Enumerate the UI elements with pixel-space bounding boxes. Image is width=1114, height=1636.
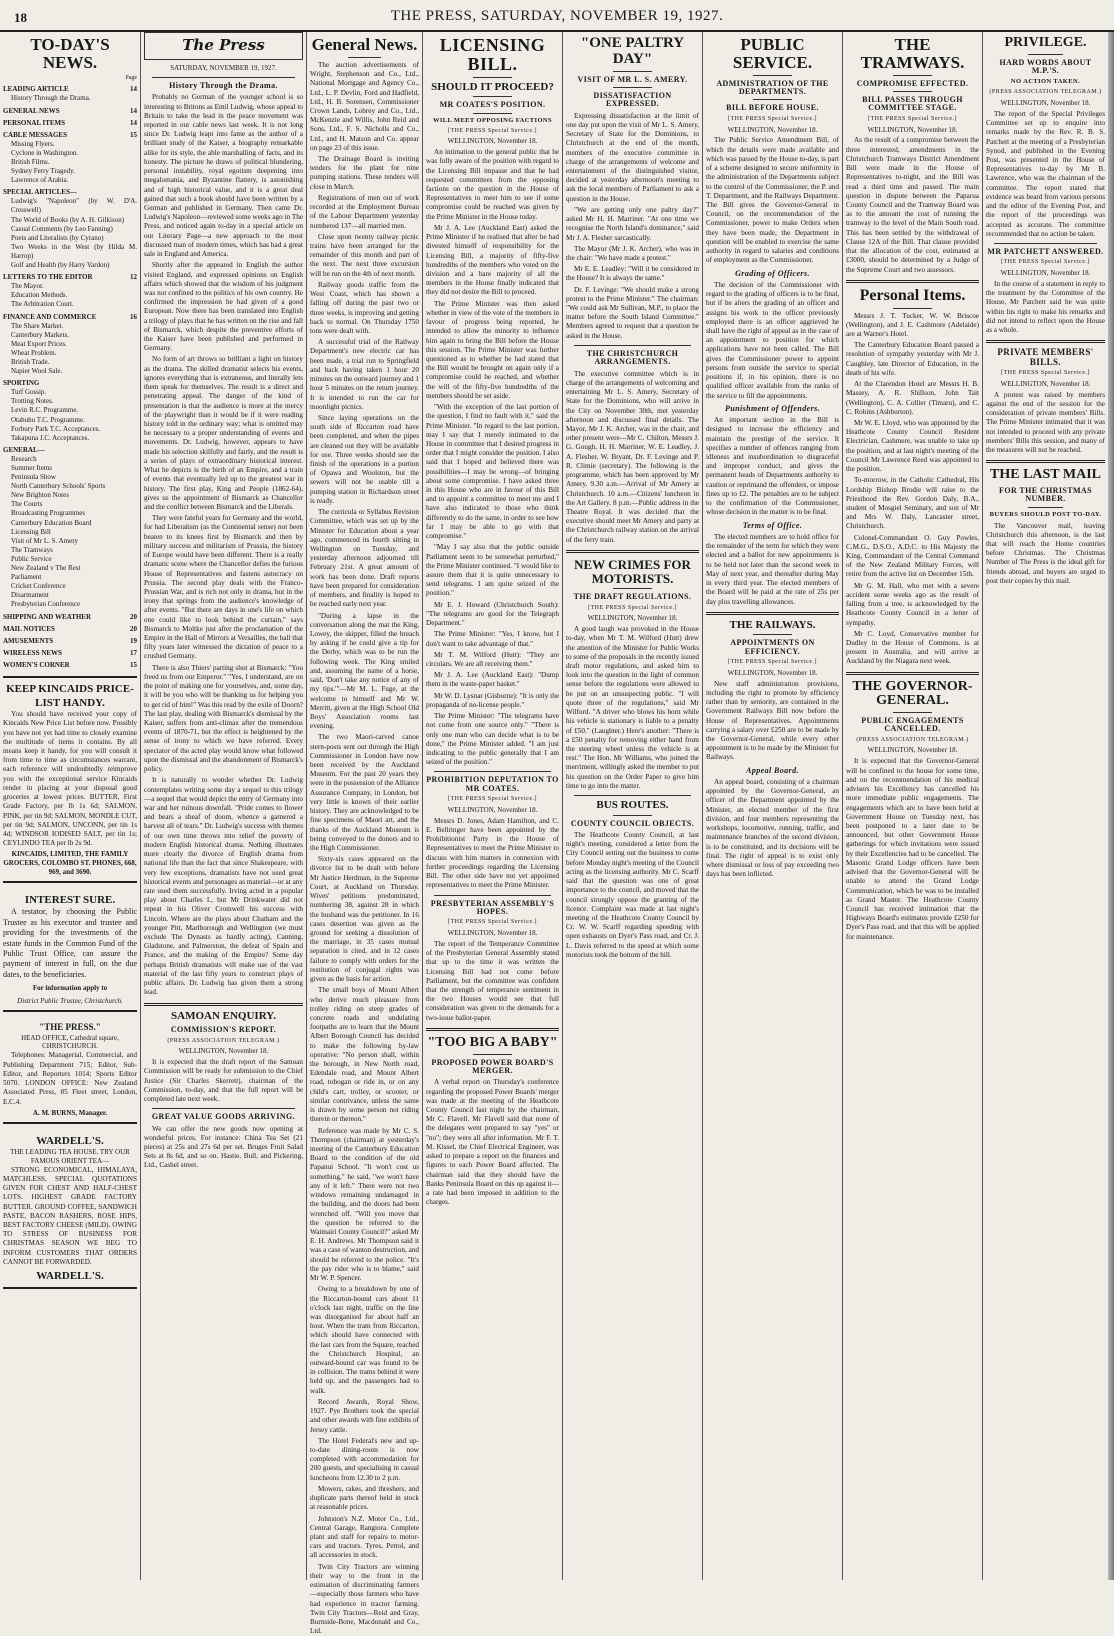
last-mail-heading: THE LAST MAIL (990, 467, 1101, 483)
paragraph: There is also Thiers' parting shot at Bismarck: "You freed us from our Emperor." "Yes, I understand, are on the point of making one for yourselves, and, some day, it will be you who will be thanking us for helping you to get rid of him!" Was this read by the exile of Doorn? The last play, dealing with Bismarck's dismissal by the Kaiser, suffers from anti-climax after the tremendous events of 1870-71, but the effect is heightened by the sense of irony to which we have referred. Every spectator of the acted play would know what followed upon the dismissal and the abandonment of Bismarck's policy. (144, 663, 303, 774)
masthead (0, 0, 1114, 32)
index-subentry: Peninsula Show (11, 473, 56, 482)
press-office-title: "THE PRESS." (39, 1022, 101, 1032)
samoa-sub: COMMISSION'S REPORT. (170, 1025, 277, 1035)
personal-items-body (846, 312, 979, 667)
licensing-sub3: WILL MEET OPPOSING FACTIONS (432, 116, 553, 124)
index-subentry: North Canterbury Schools' Sports (11, 482, 106, 491)
new-crimes-heading: NEW CRIMES FOR MOTORISTS. (574, 556, 691, 586)
index-subentry: The Arbitration Court. (11, 300, 74, 309)
paragraph: Mr W. D. Lysnar (Gisborne): "It is only the propaganda of no-license people." (426, 691, 559, 709)
index-subentry: British Films. (11, 158, 50, 167)
index-entry (3, 379, 137, 388)
index-subentry: Disarmament (11, 591, 49, 600)
press-office-advert (3, 1018, 137, 1124)
index-subentry: Ludwig's "Napoleon" (by W. D'A. Cresswell) (11, 197, 137, 215)
too-big-baby-sub: PROPOSED POWER BOARD'S MERGER. (431, 1057, 554, 1075)
index-entry (3, 188, 137, 197)
licensing-tag: [THE PRESS Special Service.] (448, 127, 537, 134)
column-leader (140, 32, 306, 1580)
governor-general-tag: (PRESS ASSOCIATION TELEGRAM.) (856, 736, 969, 743)
railways-heading: THE RAILWAYS. (729, 618, 816, 631)
index-subentry: Canterbury Markets. (11, 330, 69, 339)
index-page: 14 (130, 85, 137, 94)
public-trust-apply: For information apply to (32, 984, 108, 993)
new-crimes-tag: [THE PRESS Special Service.] (588, 604, 677, 611)
public-trust-title: INTEREST SURE. (24, 894, 116, 907)
paragraph: Expressing dissatisfaction at the limit of one day put upon the visit of Mr L. S. Amery, Secretary of State for the Dominions, to Christchurch at the end of the month, members of the executive committee in charge of the arrangements of welcome and entertainment of the distinguished visitor, decided at yesterday afternoon's meeting to ask the local members of Parliament to ask a question in the House. (566, 111, 699, 203)
paragraph: "May I say also that the public outside Parliament seem to be somewhat perturbed," the Prime Minister continued. "I would like to assure them that it is quite unnecessary to send telegrams. I am quite seized of the position." (426, 543, 559, 598)
paragraph: "During a lapse in the conversation along the mat the King, Lowey, the skipper, filled the breach by asking if he could give a tip for the Derby, which was to be run the following week. The King smiled and, assuming the name of a horse, said, 'Don't take any notice of any of my tips.'"—Mr M. L. Fuge, at the welcome to himself and Mr W. Merritt, given at the High School Old Boys' Association rooms last evening. (310, 611, 419, 731)
patchett-tag: [THE PRESS Special Service.] (1001, 259, 1090, 266)
prohibition-body: Messrs D. Jones, Adam Hamilton, and C. E. Bellringer have been appointed by the Prohibitionist Party in the House of Representatives to meet the Prime Minister to discuss with him matters in connexion with further proceedings regarding the Licensing Bill. The other side have not yet appointed representatives to meet the Prime Minister. (426, 816, 559, 890)
prohibition-tag: [THE PRESS Special Service.] (448, 796, 537, 803)
paragraph: Sixty-six cases appeared on the divorce list to be dealt with before Mr Justice Herdman, in the Supreme Court, at Auckland on Thursday. Wives' petitions predominated, numbering 38, against 28 in which the husband was the petitioner. In 16 cases desertion was given as the ground for seeking a dissolution of the marriage, in 35 cases mutual separation is cited, and in 12 cases failure to comply with orders for the restitution of conjugal rights was given as the basis for action. (310, 855, 419, 984)
index-page: 15 (130, 130, 137, 139)
governor-general-dateline: WELLINGTON, November 18. (867, 746, 958, 755)
public-service-sub2: BILL BEFORE HOUSE. (726, 103, 819, 113)
railways-dateline: WELLINGTON, November 18. (727, 668, 818, 677)
paragraph: Mr C. Loyd, Conservative member for Dudley in the House of Commons, is at present in Australia, and will arrive at Auckland by the Niagara next week. (846, 629, 979, 666)
paragraph: Mowers, rakes, and threshers, and duplicate parts thereof held in stock at reasonable prices. (310, 1484, 419, 1512)
index-subentry: New Brighton Notes (11, 491, 69, 500)
index-subentry: Forbury Park T.C. Acceptances. (11, 424, 101, 433)
paragraph: The Prime Minister: "The telegrams have not come from one source only." "There is only one man who can decide what is to be done," the Prime Minister added. "I am just indicating to the public generally that I am seized of the position." (426, 712, 559, 767)
index-subentry: The Tramways (11, 545, 53, 554)
railways-body: New staff administration provisions, including the right to promote by efficiency rather than by seniority, are contained in the Government Railways Bill now before the House of Representatives. Appointments carrying a salary over £250 are to be made by the Governor-General, while every other appointment is to be made by the Minister for Railways. (706, 679, 839, 762)
licensing-body (426, 148, 559, 767)
paragraph: Johnston's N.Z. Motor Co., Ltd., Central Garage, Rangiora. Complete plant and staff for repairs to motor-cars and tractors. Tyres, Petrol, and all accessories in stock. (310, 1514, 419, 1560)
index-subentry: British Trade. (11, 357, 50, 366)
press-office-body: Telephones: Managerial, Commercial, and Publishing Department 715; Editor, Sub-Editor, and Reporters 1014; Sports Editor 5070. LONDON OFFICE: New Zealand Associated Press, 85 Fleet street, London, E.C.4. (3, 1051, 137, 1106)
index-subentry: The Mayor. (11, 282, 44, 291)
patchett-heading: MR PATCHETT ANSWERED. (987, 246, 1104, 256)
bus-routes-body: The Heathcote County Council, at last night's meeting, considered a letter from the City Council setting out the business to come before Monday night's meeting of the Council acting as the licensing authority. Mr C. Scarff said that the question was one of great importance to the council, and moved that the council strongly oppose the granting of the licence. Complaint was made at last night's meeting of the Heathcote County Council by Cr. W. W. Scarff regarding speeding with open exhausts on Dyer's Pass road, and Cr. J. L. Davis referred to the speed at which some motorists took the bottom of the hill. (566, 831, 699, 959)
index-subentry: Wheat Problem. (11, 348, 57, 357)
press-office-sub: HEAD OFFICE, Cathedral square, CHRISTCHURCH. (21, 1033, 119, 1051)
kincaids-title: KEEP KINCAIDS PRICE-LIST HANDY. (6, 682, 134, 710)
index-subentry: Summer Items (11, 464, 53, 473)
last-mail-sub: FOR THE CHRISTMAS NUMBER. (999, 486, 1092, 504)
index-label: SPECIAL ARTICLES— (3, 188, 77, 197)
prohibition-heading: PROHIBITION DEPUTATION TO MR COATES. (426, 775, 559, 793)
private-bills-body: A protest was raised by members against the end of the session for the consideration of private members' Bills. The Prime Minister intimated that it was not intended to proceed with any private members' Bills this session, and many of the measures will not be reached. (986, 390, 1105, 455)
punishment-heading: Punishment of Offenders. (724, 403, 821, 413)
licensing-dateline: WELLINGTON, November 18. (447, 137, 538, 146)
index-entry (3, 119, 137, 128)
paragraph: The auction advertisements of Wright, Stephenson and Co., Ltd., National Mortgage and Agency Co., Ltd., L. P. Devlin, Ford and Hadfield, Ltd., H. B. Sorensen, Commissioner Crown Lands, Lobrey and Co., Ltd., McKenzie and Willis, John Reid and Sons, Ltd., F. S. Nicholls and Co., Ltd., and H. Matson and Co. appear on page 23 of this issue. (310, 60, 419, 152)
index-subentry: Casual Comments (by Leo Fanning) (11, 224, 113, 233)
grading-heading: Grading of Officers. (735, 268, 810, 278)
kincaids-advert (3, 676, 137, 883)
public-trust-sign: District Public Trustee, Christchurch. (17, 997, 123, 1006)
index-page: 12 (130, 273, 137, 282)
paragraph: Shortly after the appeared in English the author visited England, and expressed opinions on English affairs which showed that the wisdom of his judgment was not confined to the politics of his own country. He confirmed the impression he had given of a good European. Now there has been translated into English a trilogy of plays that he has written on the rise and fall of Bismarck, which despite the preventive efforts of the Kaiser have been published and performed in Germany. (144, 261, 303, 353)
paragraph: "With the exception of the last portion of the question, I find no fault with it," said the Prime Minister. "In regard to the last portion, may I say that I merely intimated to the House in committee that I desired progress in order that I might consider the position. I also said that I hoped and believed there was possibilities—I may be wrong—of bringing about some compromise. I have asked three in this House who are in favour of this Bill and to appoint a committee to meet me and I have also indicated to those who think differently to do the same, in order to see how far I may be able to go with that compromise." (426, 403, 559, 541)
tramways-dateline: WELLINGTON, November 18. (867, 125, 958, 134)
index-subentry: History Through the Drama. (11, 94, 91, 103)
index-subentry: Two Weeks in the West (by Hilda M. Harrop) (11, 242, 137, 260)
index-subentry: The Share Market. (11, 321, 64, 330)
tramways-sub1: COMPROMISE EFFECTED. (856, 78, 969, 88)
paragraph: At the Clarendon Hotel are Messrs H. B. Massey, A. R. Shillson, John Tait (Wellington), C. A. Collier (Timaru), and C. C. Robins (Ashburton). (846, 380, 979, 416)
index-page: 19 (130, 636, 137, 645)
paragraph: A successful trial of the Railway Department's new electric car has been made, a trial run to Springfield and back having taken 1 hour 20 minutes on the outward journey and 1 hour 5 minutes on the return journey. It is intended to run the car for moonlight picnics. (310, 338, 419, 411)
presbyterian-body: The report of the Temperance Committee of the Presbyterian General Assembly stated that up to the time it was written the Licensing Bill had not come before Parliament, but the committee was confident that the strength of temperance sentiment in the two Houses would see that full consideration was given to the demands for a two-issue ballot-paper. (426, 939, 559, 1022)
tramways-body: As the result of a compromise between the three interested, amendments in the Christchurch Tramways District Amendment Bill were made in the House of Representatives to-night, and the Bill was read a third time and passed. The main question in dispute between the Paparua County Council and the Tramway Board was as to the amount the cost of running the tramway to the level of the Main South road. This has been settled by the withdrawal of Clause 12A of the Bill. That clause provided that the allocation of the cost, estimated at £3000, should be determined by a Judge of the Supreme Court and two assessors. (846, 136, 979, 274)
index-label: CABLE MESSAGES (3, 130, 67, 139)
index-page: 14 (130, 118, 137, 127)
privilege-tag: (PRESS ASSOCIATION TELEGRAM.) (989, 89, 1102, 96)
chch-arrangements-body: The executive committee which is in charge of the arrangements of welcoming and entertaining Mr L. S. Amery, Secretary of State for the Dominions, who will arrive in the City on November 30th, met yesterday afternoon and discussed final details. The Mayor, Mr J. K. Archer, was in the chair, and other present were—Mr C. Chilton, Messrs J. G. Gough, H. H. Marriner, W. E. Leadley, J. A. Flesher, W. Bryant, Dr. F. Levinge and P. R. Climie (secretary). The following is the programme, which has been approved by Mr Amery. 9.30 a.m.—Arrival of Mr Amery at Christchurch. 10 a.m.—Citizens' luncheon in the Art Gallery. 8 p.m.—Public address in the Theatre Royal. It was decided that the executive should meet Mr Amery and party at the Christchurch railway station on the arrival of the ferry train. (566, 369, 699, 544)
amery-body (566, 112, 699, 341)
paragraph: They were fateful years for Germany and the world, for had Liberalism (as the Continental sense) not been beaten to its knees first by Bismarck and then by military success and militarism of Prussia, the history of Europe would have been different. There is a really dramatic scene where the Chancellor defies the furious House of Representatives and fastens autocracy on Prussia. The second play deals with the Franco-Prussian War, and is rich not only in drama, but in the irony that springs from the audience's knowledge of after events. "But there are days in one's life on which one could like to look behind the curtain," says Bismarck to Moltke just after the proclamation of the Empire in the Hall of Mirrors at Versailles, the ball that fifty years later witnessed the dictation of peace to a crushed Germany. (144, 514, 303, 661)
amery-sub2: DISSATISFACTION EXPRESSED. (593, 90, 672, 109)
paragraph: Mr W. E. Lloyd, who was appointed by the Heathcote County Council Resident Electrician, Cashmere, was unable to take up the position, and at last night's meeting of the Council Mr Lawrence Reed was appointed to the position. (846, 418, 979, 474)
paragraph: Since laying operations on the south side of Riccarton road have been completed, and when the pipes are cleaned out they will be available for use. Three weeks should see the finish of the operations in a portion of Opawa and Woolston, but the sewers will not be usable till a pumping station in Richardson street is ready. (310, 413, 419, 505)
amery-sub1: VISIT OF MR L. S. AMERY. (577, 74, 688, 84)
index-entry (3, 625, 137, 634)
paragraph: The small boys of Mount Albert who derive much pleasure from trolley riding on steep grades of concrete roads and undulating footpaths are to learn that the Mount Albert Borough Council has decided to make the following by-law operative: "No person shall, within the borough, in New North road, Edendale road, and Mount Albert road, tobogan or ride in, or on any child's cart, trolley, or scooter, or similar contrivance, unless the same is drawn by some person not riding therein or thereon." (310, 986, 419, 1124)
column-public-service (702, 32, 842, 1580)
public-service-tag: [THE PRESS Special Service.] (728, 115, 817, 122)
paragraph: The Hotel Federal's new and up-to-date dining-room is now completed with accommodation for 200 guests, and specialising in casual luncheons from 12.30 to 2 p.m. (310, 1436, 419, 1482)
kincaids-footer: KINCAIDS, LIMITED, THE FAMILY GROCERS, COLOMBO ST. PHONES, 668, 969, and 3690. (3, 850, 137, 877)
paragraph: It is naturally to wonder whether Dr. Ludwig contemplates writing some day a sequel to this trilogy—a sequel that would depict the entry of Germany into war and her ruinous downfall. "Pride comes to flower and bears a sheaf of doom, whence a garnered a harvest all of tears." Dr. Ludwig's success with themes of our own time throws into relief the poverty of modern English historical drama. Nothing illustrates more clearly the divorce of English drama from national life than the fact that since Shakespeare, with very few exceptions, dramatists have not used great historical events and personages as material—or at any rate used them successfully. Irving acted in a popular play about Charles I., but Mr Drinkwater did not repeat in his Oliver Cromwell his success with Lincoln. Where are the plays about Chatham and the younger Pitt, Marlborough and Wellington (we must exclude The Dynasts as hardly acting), Canning, Gladstone, and Palmerston, the defeat of Spain and France, and the making of the Empire? Some day perhaps British dramatists will make use of the vast material of the last fifty years to construct plays of public affairs. Dr. Ludwig has given them a strong lead. (144, 776, 303, 997)
paragraph: Mr E. E. Leadley: "Will it be considered in the House? It is always the same." (566, 265, 699, 283)
railways-tag: [THE PRESS Special Service.] (728, 659, 817, 666)
index-subentry: Otahuhu T.C. Programme. (11, 415, 85, 424)
paragraph: Close upon twenty railway picnic trains have been arranged for the remainder of this month and part of the next. The next three excursion will be run on the 4th of next month. (310, 232, 419, 278)
page-label: Page (125, 74, 137, 81)
public-trust-advert (3, 889, 137, 1012)
samoa-body: It is expected that the draft report of the Samoan Commission will be ready for submission to the Chief Justice (Sir Charles Skerrett), chairman of the Commission, to-day, and that the full report will be completed late next week. (144, 1058, 303, 1103)
index-subentry: Canterbury Education Board (11, 518, 92, 527)
index-subentry: Lawrence of Arabia. (11, 176, 69, 185)
index-label: GENERAL NEWS (3, 106, 60, 115)
wardells-advert (3, 1130, 137, 1289)
tramways-heading: THE TRAMWAYS. (860, 35, 965, 72)
general-news-heading: General News. (311, 35, 418, 54)
index-subentry: Trotting Notes. (11, 397, 54, 406)
index-page: 15 (130, 660, 137, 669)
private-bills-dateline: WELLINGTON, November 18. (1000, 379, 1091, 388)
new-crimes-body: A good laugh was provoked in the House to-day, when Mr T. M. Wilford (Hutt) drew the attention of the Minister for Public Works to some of the proposals in the recently issued draft motor regulations, and asked him to look into the question in the light of common sense before the regulations were allowed to be put on an unsuspecting public. "I will quote three of the regulations," said Mr Wilford. "A driver who blows his horn while his vehicle is stationary is liable to a penalty of £50." (Laughter.) Here's another: "There is a £50 penalty for removing either hand from the steering wheel unless the vehicle is at rest." The Hon. Mr Williams, who joined the merriment, willingly asked the member to put his question on the Order Paper to give him time to go into the matter. (566, 625, 699, 790)
licensing-sub2: MR COATES'S POSITION. (439, 100, 546, 110)
column-amery (562, 32, 702, 1580)
index-label: AMUSEMENTS (3, 636, 54, 645)
press-logo (144, 32, 303, 60)
index-subentry: Cyclone in Washington. (11, 148, 79, 157)
wardells-body: STRONG ECONOMICAL, HIMALAYA, MATCHLESS, SPECIAL QUOTATIONS GIVEN FOR CHEST AND HALF-CHEST LOTS. HIGHEST GRADE FACTORY BUTTER. GROUND COFFEE, SANDWICH PASTE, BACON RASHERS, ROSE HIPS, BEST FACTORY CHEESE (MILD). OWING TO STRESS OF BUSINESS FOR CHRISTMAS SEASON WE BEG TO INFORM CUSTOMERS THAT ORDERS CANNOT BE FORWARDED. (3, 1165, 137, 1266)
punishment-body: An important section in the Bill is designed to increase the efficiency and maintain the prestige of the service. It specifies a number of offences ranging from idleness and insubordination to disgraceful and improper conduct, and gives the permanent heads of Departments authority to caution or reprimand the offenders, or impose fines up to £2. The penalties are to be subject to the confirmation of the Commissioner, whose decision in the matter is to be final. (706, 416, 839, 517)
private-bills-heading: PRIVATE MEMBERS' BILLS. (997, 347, 1094, 367)
page-edge-shadow (1108, 32, 1114, 1580)
column-index (0, 32, 140, 1580)
paragraph: Twin City Tractors are winning their way to the front in the estimation of discriminating farmers—especially those farmers who have had experience in tractor farming. Twin City Tractors—Reid and Gray, Burnside-Bone, Macdonald and Co., Ltd. (310, 1562, 419, 1636)
paragraph: Dr. F. Levinge: "We should make a strong protest to the Prime Minister." The chairman: "We could ask Mr Sullivan, M.P., to place the matter before the South Island Committee." Members agreed to request that a question be asked in the House. (566, 285, 699, 340)
leader-body (144, 93, 303, 997)
index-subentry: Turf Gossip. (11, 388, 47, 397)
index-label: MAIL NOTICES (3, 624, 55, 633)
personal-items-heading: Personal Items. (859, 286, 966, 304)
index-label: FINANCE AND COMMERCE (3, 312, 97, 321)
index-subentry: Takapuna J.C. Acceptances. (11, 433, 90, 442)
index-label: WOMEN'S CORNER (3, 660, 70, 669)
index-page: 20 (130, 624, 137, 633)
paragraph: The Prime Minister was then asked whether in view of the vote of the members in favour of progress being reported, he intended to allow the minority to influence him again to bring the Bill before the House this session. The Prime Minister was further questioned as to whether he had stated that the Bill would be brought on again only if a compromise could be reached, and whether the will of the fifty-five hundredths of the members should be set aside. (426, 299, 559, 400)
tramways-sub2: BILL PASSES THROUGH COMMITTEE STAGE. (862, 95, 963, 113)
index-subentry: Poets and Literalists (by Cyrano) (11, 233, 104, 242)
public-service-body: The Public Service Amendment Bill, of which the details were made available and which was passed by the House to-day, is part of a scheme designed to secure uniformity in the administration of the Departments subject to the control of the Commissioner, the P. and T. Department, and the Railways Department. The Bill gives the Governor-General in Council, on the recommendation of the Commissioner, power to make Orders when they have been made, the Department in question will be enabled to exercise the same authority in regard to salaries and conditions of employment as the Commissioner. (706, 136, 839, 265)
index-label: WIRELESS NEWS (3, 648, 62, 657)
public-service-dateline: WELLINGTON, November 18. (727, 125, 818, 134)
index-entry (3, 313, 137, 322)
press-logo-text: The Press (182, 36, 265, 55)
index-subentry: Broadcasting Programmes (11, 509, 86, 518)
index-subentry: Cricket Conference (11, 582, 66, 591)
index-page: 20 (130, 612, 137, 621)
patchett-body: In the course of a statement in reply to the treatment by the Committee of the House, Mr Patchett said he was quite within his right to make his remarks and did not intend to reflect upon the House as a whole. (986, 279, 1105, 335)
index-subentry: Presbyterian Conference (11, 600, 80, 609)
wardells-sub: THE LEADING TEA HOUSE. TRY OUR FAMOUS ORIENT TEA— (10, 1147, 130, 1165)
paragraph: The Canterbury Education Board passed a resolution of sympathy yesterday with Mr J. Caughley, late Director of Education, in the death of his wife. (846, 341, 979, 377)
index-entry (3, 613, 137, 622)
index-label: LETTERS TO THE EDITOR (3, 273, 93, 282)
paragraph: Reference was made by Mr C. S. Thompson (chairman) at yesterday's meeting of the Canterbury Education Board to the condition of the old Papanui School. "It won't cost us something," he said, "we won't have any of it left." There were not two windows remaining undamaged in the building, and the doors had been wrenched off. "Will you move that the question be referred to the Waimairi County Council?" asked Mr E. H. Andrews. Mr Thompson said it was a case of wanton destruction, and should be referred to the police. "It's the pay rider who is to blame," said Mr W. P. Spencer. (310, 1126, 419, 1283)
index-label: LEADING ARTICLE (3, 85, 69, 94)
paragraph: The Mayor (Mr J. K. Archer), who was in the chair: "We have made a protest." (566, 244, 699, 262)
new-crimes-sub: THE DRAFT REGULATIONS. (573, 592, 692, 602)
index-label: GENERAL— (3, 445, 45, 454)
index-subentry: Licensing Bill (11, 527, 51, 536)
index-subentry: Sydney Ferry Tragedy. (11, 167, 75, 176)
index-subentry: Education Methods. (11, 291, 68, 300)
tramways-tag: [THE PRESS Special Service.] (868, 115, 957, 122)
index-label: PERSONAL ITEMS (3, 118, 66, 127)
governor-general-sub: PUBLIC ENGAGEMENTS CANCELLED. (861, 716, 964, 734)
too-big-baby-body: A verbal report on Thursday's conference regarding the proposed Power Boards' merger was made at the meeting of the Heathcote County Council last night by the chairman, Mr C. Flavell. Mr Flavell said that none of the delegates went prepared to say "yes" or "no"; they were all after information. Mr F. T. M. Kissel, the Chief Electrical Engineer, was asked to prepare a report on the finances and figures to each Power Board affected. The chairman said that they should have the Banks Peninsula Board on this up against it—a rate had been imposed in addition to the charges. (426, 1078, 559, 1207)
samoa-heading: SAMOAN ENQUIRY. (171, 1009, 276, 1022)
last-mail-body: The Vancouver mail, leaving Christchurch this afternoon, is the last that will reach the Home countries before Christmas. The Christmas Number of The Press is the ideal gift for friends abroad, and buyers are urged to post their copies by this mail. (986, 521, 1105, 585)
todays-news-heading: TO-DAY'S NEWS. (30, 35, 110, 72)
paragraph: To-morrow, in the Catholic Cathedral, His Lordship Bishop Brodie will raise to the Priesthood the Rev. Gordon Daly, B.A., student of Mosgiel Seminary, and son of Mr and Mrs W. Daly, Lancaster street, Christchurch. (846, 476, 979, 531)
terms-body: The elected members are to hold office for the remainder of the term for which they were elected and a ballot for new appointments is to be held not later than the second week in May of next year, and thereafter during May in every third year. The elected members of the Board will be paid at the rate of 25s per day plus travelling allowances. (706, 532, 839, 606)
privilege-sub1: HARD WORDS ABOUT M.P.'S. (999, 57, 1092, 76)
index-subentry: The World of Books (by A. H. Gilkison) (11, 215, 125, 224)
index-page: 14 (130, 106, 137, 115)
prohibition-dateline: WELLINGTON, November 18. (447, 805, 538, 814)
news-index (3, 85, 137, 670)
privilege-sub2: NO ACTION TAKEN. (1010, 78, 1081, 86)
paragraph: Mr J. A. Lee (Auckland East) asked the Prime Minister if he realised that after he had divested himself of responsibility for the Licensing Bill, a majority of fifty-five hundredths of the members who voted on the division and a bare majority of all the members in the House finally indicated that they did not desire the Bill to proceed. (426, 223, 559, 297)
paragraph: Owing to a breakdown by one of the Riccarton-bound cars about 11 o'clock last night, traffic on the line was disorganised for about half an hour. When the tram from Riccarton, which should have connected with the last cars from the Square, reached the Christchurch Hospital, an outward-bound car was found to be in collision. The trams behind it were held up, and the passengers had to walk. (310, 1285, 419, 1395)
public-service-heading: PUBLIC SERVICE. (732, 35, 813, 72)
appeal-board-body: An appeal board, consisting of a chairman appointed by the Governor-General, an officer of the Department appointed by the Minister, an elected member of the first division, and four members representing the workshops, locomotive, running, traffic, and maintenance branches of the second division, is to be constituted, and its decisions will be final. The right of appeal is to exist only where dismissal or loss of pay exceeding two days has been inflicted. (706, 778, 839, 879)
index-label: SPORTING (3, 379, 40, 388)
governor-general-body: It is expected that the Governor-General will be confined to the house for some time, and on the recommendation of his medical advisers his Excellency has cancelled his more immediate public engagements. The engagements which are to have been held at Government House on Tuesday next, has been postponed to a later date to be announced, but other Government House gatherings for which invitations were issued by their Excellencies had to be cancelled. The Masonic Grand Lodge officers have been advised that the Governor-General will be unable to attend the Grand Lodge Communication, which he was to be installed as Grand Master. The Heathcote County Council has received intimation that the Highways Board's estimates provide £250 for Dyer's Pass road, and that this will be applied for maintenance. (846, 757, 979, 941)
paragraph: Record Awards, Royal Show, 1927. Pye Brothers took the special and other awards with fine exhibits of Jersey cattle. (310, 1397, 419, 1434)
public-trust-body: A testator, by choosing the Public Trustee as his executor and trustee and providing for the investments of the estate funds in the Common Fund of the Public Trust Office, can assure the payment of interest in full, on the due dates, to the beneficiaries. (3, 907, 137, 979)
index-entry (3, 273, 137, 282)
paragraph: Colonel-Commandant O. Guy Powles, C.M.G., D.S.O., A.D.C. to His Majesty the King, Commandant of the Central Command of the New Zealand Military Forces, will retire from the active list on December 15th. (846, 533, 979, 579)
samoa-dateline: WELLINGTON, November 18. (178, 1047, 269, 1056)
private-bills-tag: [THE PRESS Special Service.] (1001, 370, 1090, 377)
presbyterian-tag: [THE PRESS Special Service.] (448, 919, 537, 926)
paragraph: The Drainage Board is inviting tenders for the plant for nine pumping stations. These tenders will close in March. (310, 155, 419, 191)
paragraph: Registrations of men out of work recorded at the Employment Bureau of the Labour Department yesterday numbered 137—all married men. (310, 193, 419, 230)
privilege-heading: PRIVILEGE. (1004, 35, 1087, 50)
index-subentry: The Courts (11, 500, 43, 509)
leader-heading: History Through the Drama. (169, 80, 278, 90)
index-subentry: Meat Export Prices. (11, 339, 67, 348)
index-subentry: Public Service (11, 554, 52, 563)
licensing-heading: LICENSING BILL. (439, 35, 546, 74)
presbyterian-dateline: WELLINGTON, November 18. (447, 928, 538, 937)
presbyterian-heading: PRESBYTERIAN ASSEMBLY'S HOPES. (430, 898, 555, 916)
index-entry (3, 131, 137, 140)
index-subentry: Golf and Health (by Harry Vardon) (11, 261, 110, 270)
index-page: 16 (130, 312, 137, 321)
samoa-tag: (PRESS ASSOCIATION TELEGRAM.) (167, 1037, 280, 1044)
press-office-sign: A. M. BURNS, Manager. (32, 1108, 108, 1117)
public-service-sub1: ADMINISTRATION OF THE DEPARTMENTS. (716, 78, 829, 97)
railways-sub: APPOINTMENTS ON EFFICIENCY. (730, 638, 815, 656)
paragraph: The two Maori-carved canoe stern-posts sent out through the High Commissioner in London have now been received by the Auckland Museum. For the past 20 years they were in the possession of the Alliance Assurance Company, in London, but very little is known of their earlier history. They are acknowledged to be fine specimens of Maori art, and the thanks of the Auckland Museum is being conveyed to the donors and to the High Commissioner. (310, 733, 419, 852)
terms-heading: Terms of Office. (742, 520, 803, 530)
leader-dateline: SATURDAY, NOVEMBER 19, 1927. (170, 64, 277, 72)
grading-body: The decision of the Commissioner with regard to the grading of officers is to be final, but if he alters the grading of an officer and assigns his work to the officer previously employed there is an officer aggrieved he shall have the right of appeal as in the case of an appointment to position for which applications have not been called. The Bill gives the Commissioner power to appoint persons from outside the service to special positions if, in his opinion, there is no qualified officer available from the ranks of the service to fill the appointments. (706, 280, 839, 400)
paragraph: Probably no German of the younger school is so interesting to Britons as Emil Ludwig, whose appeal to Britain to take the lead in the peace movement was reported in our cable news last week. It is not long since Dr. Ludwig leapt into fame as the author of a brilliant study of the Kaiser, a biography remarkable alike for its style, the able marshalling of facts, and its honesty. The picture he draws of political blundering, personal instability, royal egotism deepening into megalomania, and Byzantine flattery, is astonishing and of high historical value, and it is a great deal gained that such a book should have been written by a German and published in Germany. Then came Dr. Ludwig's Napoleon—reviewed some weeks ago in The Press, and noticed again to-day in a special article on our Literary Page—a new approach to the most discussed man of modern times, which has had a great sale in England and America. (144, 93, 303, 259)
kincaids-body: You should have received your copy of Kincaids New Price List before now. Possibly you have not yet had time to closely examine the multitude of items it contains. By all means keep it handy, for you will consult it from time to time as circumstances warrant, each reference will undoubtedly reimprove you with the exceptional service Kincaids render in placing at your disposal good groceries at lowest prices. BUTTER, First Grade Factory, per lb 1s 6d; SALMON, PINK, per tin 9d; SALMON, MONDLE CUT, per tin 9d; SALMON, UNCONN, per tin 1s 4d; WINDSOR IODISED SALT, per tin 1s; CEYLINDO TEA per lb 2s 9d. (3, 710, 137, 848)
index-entry (3, 446, 137, 455)
paragraph: No form of art throws so brilliant a light on history as the drama. The skilled dramatist selects his events, ignores everything that is extraneous, and literally lets them speak for themselves. The result is a direct and penetrating appeal. The danger of the kind of presentation is that the audience is more at the mercy of the playwright than it would be if it were reading history told in the ordinary way; what is omitted may be necessary to a proper understanding of events and movements. Dr. Ludwig, however, appears to have made his selection skilfully and fairly, and the result is a series of plays of extraordinary historical interest. What he depicts is the birth of an Empire, and a train of events that eventually led up to the greatest war in history. The first play, King and People (1862-64), gives us the appointment of Bismarck as Chancellor and the conflict between Bismarck and the Liberals. (144, 355, 303, 511)
wardells-title: WARDELL'S. (36, 1134, 104, 1147)
column-general-news (306, 32, 422, 1636)
governor-general-heading: THE GOVERNOR-GENERAL. (852, 678, 973, 709)
bus-routes-heading: BUS ROUTES. (596, 799, 669, 812)
paragraph: Railway goods traffic from the West Coast, which has shown a falling off during the past two or three weeks, is improving and getting back to normal. On Thursday 1750 tons were dealt with. (310, 280, 419, 335)
index-subentry: Missing Flyers. (11, 139, 55, 148)
index-page: 17 (130, 648, 137, 657)
paragraph: Mr E. J. Howard (Christchurch South): "The telegrams are good for the Telegraph Department." (426, 600, 559, 628)
index-entry (3, 649, 137, 658)
column-tramways (842, 32, 982, 1580)
index-subentry: Levin R.C. Programme. (11, 406, 79, 415)
last-mail-sub2: BUYERS SHOULD POST TO-DAY. (989, 510, 1102, 518)
paragraph: An intimation to the general public that he was fully aware of the position with regard to the Licensing Bill impasse and that he had requested committees from the opposing factions on the question in the House of Representatives to meet him to see if some compromise could be reached was given by the Prime Minister in the House today. (426, 148, 559, 221)
paragraph: The curricula or Syllabus Revision Committee, which was set up by the Minister for Education about a year ago, commenced its fourth sitting in Wellington on Tuesday, and yesterday afternoon adjourned till February 21st. A great amount of work has been done. Draft reports have been prepared for consideration of members, and finality is hoped to be reached early next year. (310, 508, 419, 609)
index-entry (3, 637, 137, 646)
paragraph: Mr T. M. Wilford (Hutt): "They are circulars. We are all receiving them." (426, 650, 559, 668)
index-entry (3, 661, 137, 670)
patchett-dateline: WELLINGTON, November 18. (1000, 269, 1091, 278)
index-label: SHIPPING AND WEATHER (3, 612, 92, 621)
value-goods-body: We can offer the new goods now opening at wonderful prices. For instance: China Tea Set (21 pieces) at 25s and 27s 6d per set. Bruges Fruit Salad Sets at 8s 6d, and so on. Hastie, Bull, and Pickering, Ltd., Cashel street. (144, 1124, 303, 1170)
index-subentry: Research (11, 454, 37, 463)
index-subentry: Parliament (11, 573, 42, 582)
chch-arrangements-heading: THE CHRISTCHURCH ARRANGEMENTS. (586, 348, 679, 367)
value-goods-heading: GREAT VALUE GOODS ARRIVING. (151, 1112, 296, 1122)
masthead-title: THE PRESS, SATURDAY, NOVEMBER 19, 1927. (390, 8, 724, 24)
paragraph: Mr J. A. Lee (Auckland East): "Dump them in the waste-paper basket." (426, 671, 559, 689)
appeal-board-heading: Appeal Board. (746, 765, 799, 775)
privilege-body: The report of the Special Privileges Committee set up to enquire into remarks made by the Rev. R. B. S. Patchett at the meeting of a Presbyterian Synod, and published in the Evening Post, was presented in the House of Representatives to-day by Mr B. Lawrence, who was the chairman of the committee. The report stated that evidence was heard from various persons and the editor of the Evening Post, and the report of the proceedings was accepted as accurate. The committee recommended that no action be taken. (986, 109, 1105, 238)
index-entry (3, 85, 137, 94)
column-licensing (422, 32, 562, 1580)
new-crimes-dateline: WELLINGTON, November 18. (587, 614, 678, 623)
column-privilege (982, 32, 1114, 1580)
paragraph: "We are getting only one paltry day?" asked Mr H. H. Marriner. "At one time we recognise the North Island's dominance," said Mr J. A. Flesher sarcastically. (566, 205, 699, 242)
index-subentry: Napier Wool Sale. (11, 367, 63, 376)
index-entry (3, 107, 137, 116)
paragraph: Mr G. M. Hall, who met with a severe accident some weeks ago as the result of falling from a tree, is acknowledged by the Heathcote County Council in a letter of sympathy. (846, 581, 979, 627)
privilege-dateline: WELLINGTON, November 18. (1000, 98, 1091, 107)
licensing-sub1: SHOULD IT PROCEED? (431, 80, 554, 93)
paragraph: Messrs J. T. Tucker, W. W. Briscoe (Wellington), and J. E. Cashmore (Adelaide) are at Warner's Hotel. (846, 311, 979, 338)
page-number: 18 (14, 10, 27, 25)
too-big-baby-heading: "TOO BIG A BABY" (427, 1034, 558, 1050)
general-news-body (310, 61, 419, 1636)
index-subentry: New Zealand v The Rest (11, 564, 81, 573)
paragraph: The Prime Minister: "Yes, I know, but I don't want to take advantage of that." (426, 630, 559, 648)
paltry-day-heading: "ONE PALTRY DAY" (580, 35, 685, 67)
bus-routes-sub: COUNTY COUNCIL OBJECTS. (570, 818, 695, 828)
wardells-sign: WARDELL'S. (36, 1270, 104, 1283)
index-subentry: Visit of Mr L. S. Amery (11, 536, 79, 545)
